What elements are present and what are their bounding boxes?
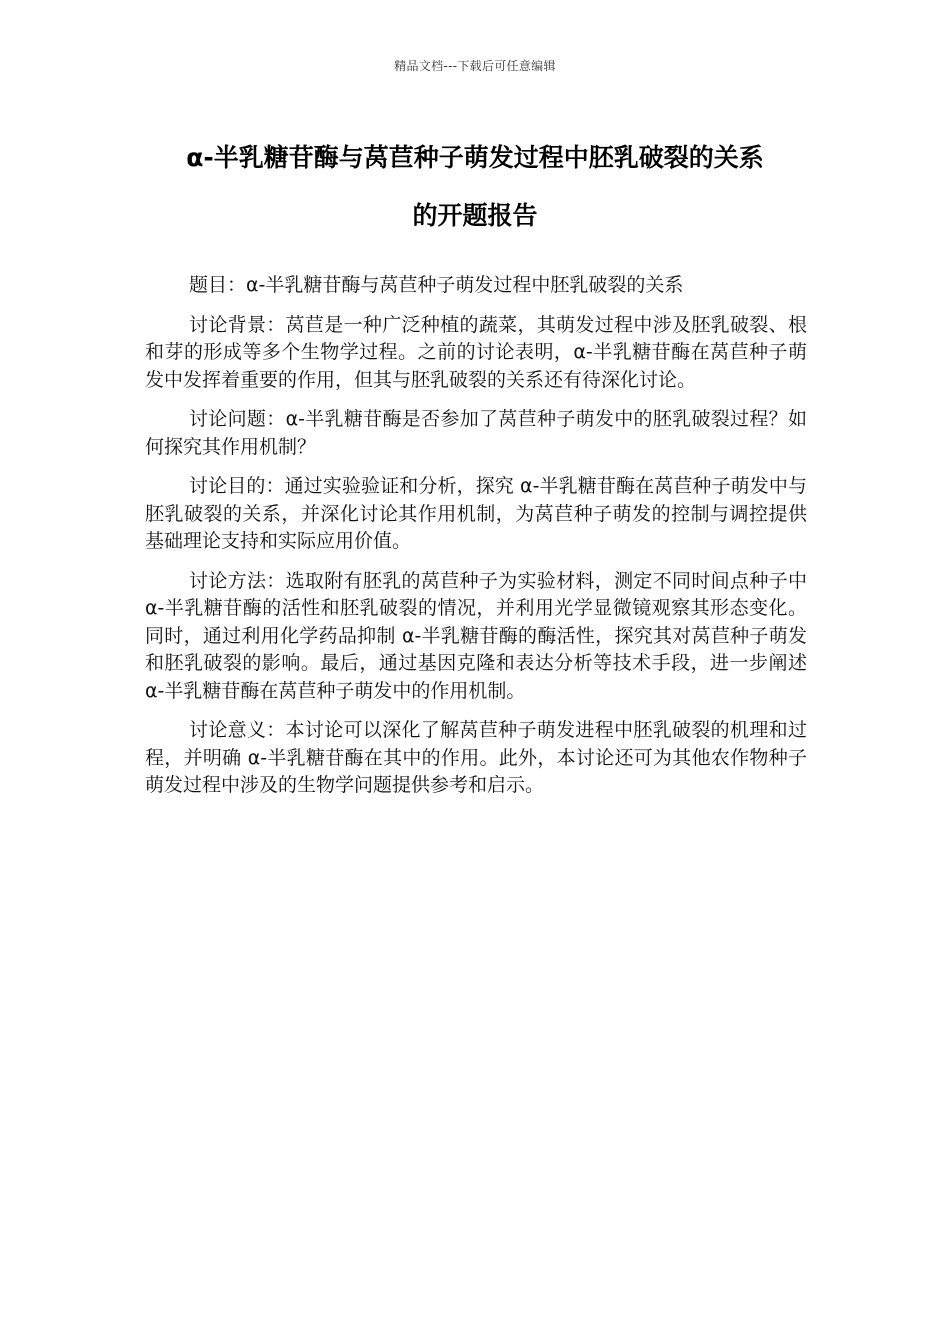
header-note: 精品文档---下载后可任意编辑 [394,59,556,73]
paragraph-label: 讨论意义： [189,719,286,741]
paragraph-text: α-半乳糖苷酶是否参加了莴苣种子萌发中的胚乳破裂过程？如何探究其作用机制？ [145,408,807,458]
paragraph-label: 讨论背景： [189,313,286,336]
paragraph-label: 题目： [189,274,247,296]
title-line-1: α-半乳糖苷酶与莴苣种子萌发过程中胚乳破裂的关系 [186,143,764,172]
title-line-2: 的开题报告 [412,201,538,230]
paragraph-label: 讨论方法： [189,569,286,592]
paragraph-background [145,312,807,395]
paragraph-question [145,406,807,461]
paragraph-text: 莴苣是一种广泛种植的蔬菜，其萌发过程中涉及胚乳破裂、根和芽的形成等多个生物学过程。之前的讨论表明，α-半乳糖苷酶在莴苣种子萌发中发挥着重要的作用，但其与胚乳破裂的关系还有待深化讨论。 [145,313,807,391]
paragraph-topic [145,272,807,300]
paragraph-significance [145,717,807,800]
document-body [145,272,807,812]
paragraph-text: α-半乳糖苷酶与莴苣种子萌发过程中胚乳破裂的关系 [246,274,684,296]
paragraph-text: 本讨论可以深化了解莴苣种子萌发进程中胚乳破裂的机理和过程，并明确 α-半乳糖苷酶在其中的作用。此外，本讨论还可为其他农作物种子萌发过程中涉及的生物学问题提供参考和启示。 [145,719,807,796]
paragraph-text: 通过实验验证和分析，探究 α-半乳糖苷酶在莴苣种子萌发中与胚乳破裂的关系，并深化讨论其作用机制，为莴苣种子萌发的控制与调控提供基础理论支持和实际应用价值。 [145,475,807,552]
paragraph-purpose [145,473,807,556]
paragraph-text: 选取附有胚乳的莴苣种子为实验材料，测定不同时间点种子中 α-半乳糖苷酶的活性和胚乳破裂的情况，并利用光学显微镜观察其形态变化。同时，通过利用化学药品抑制 α-半乳糖苷酶的酶活性，探究其对莴苣种子萌发和胚乳破裂的影响。最后，通过基因克隆和表达分析等技术手段，进一步阐述 α-半乳糖苷酶在莴苣种子萌发中的作用机制。 [145,569,807,702]
paragraph-label: 讨论问题： [189,408,286,430]
paragraph-label: 讨论目的： [189,475,285,497]
paragraph-method [145,568,807,706]
